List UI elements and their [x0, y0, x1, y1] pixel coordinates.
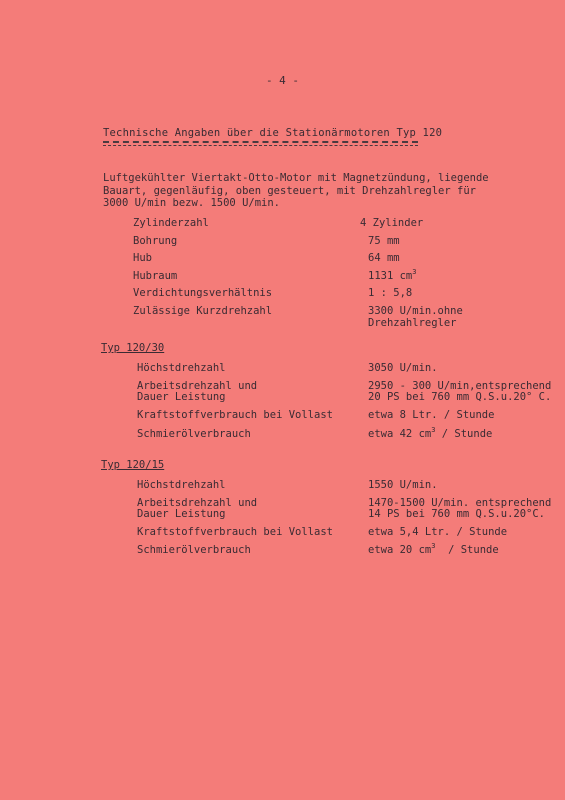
spec-value-bohrung: 75 mm: [368, 235, 400, 247]
spec-value-verdichtung: 1 : 5,8: [368, 287, 413, 299]
intro-line: 3000 U/min bezw. 1500 U/min.: [103, 197, 281, 209]
spec-label-hoechstdrehzahl-15: Höchstdrehzahl: [137, 479, 226, 491]
document-heading: Technische Angaben über die Stationärmotoren Typ 120: [103, 127, 443, 139]
page-number: - 4 -: [265, 74, 300, 87]
spec-value-dauerleistung-15: 14 PS bei 760 mm Q.S.u.20°C.: [368, 508, 546, 520]
spec-value-arbeitsdrehzahl-15: 1470-1500 U/min. entsprechend: [368, 497, 552, 509]
spec-value-schmieroel-15: [368, 542, 499, 557]
schmieroel-value-text: etwa 42 cm: [368, 428, 432, 440]
hubraum-value-superscript: 3: [412, 268, 417, 276]
heading-underline: [103, 141, 418, 143]
hubraum-value-text: 1131 cm: [368, 270, 413, 282]
spec-value-hoechstdrehzahl-15: 1550 U/min.: [368, 479, 438, 491]
spec-label-zylinderzahl: Zylinderzahl: [133, 217, 209, 229]
spec-value-hubraum: [368, 268, 417, 283]
spec-value-kurzdrehzahl-line2: Drehzahlregler: [368, 317, 457, 329]
spec-value-kraftstoff-15: etwa 5,4 Ltr. / Stunde: [368, 526, 508, 538]
spec-value-kraftstoff: etwa 8 Ltr. / Stunde: [368, 409, 495, 421]
section-title-typ-120-30: Typ 120/30: [101, 342, 165, 354]
spec-label-dauerleistung-15: Dauer Leistung: [137, 508, 226, 520]
intro-line: Bauart, gegenläufig, oben gesteuert, mit Drehzahlregler für: [103, 184, 476, 197]
spec-label-schmieroel: Schmierölverbrauch: [137, 428, 251, 440]
spec-value-arbeitsdrehzahl: 2950 - 300 U/min,entsprechend: [368, 380, 552, 392]
spec-label-schmieroel-15: Schmierölverbrauch: [137, 544, 251, 556]
spec-label-kraftstoff-15: Kraftstoffverbrauch bei Vollast: [137, 526, 333, 538]
section-title-typ-120-15: Typ 120/15: [101, 459, 165, 471]
spec-value-dauerleistung: 20 PS bei 760 mm Q.S.u.20° C.: [368, 391, 552, 403]
schmieroel-value-superscript: 3: [431, 426, 436, 434]
spec-label-dauerleistung: Dauer Leistung: [137, 391, 226, 403]
schmieroel-15-value-text: etwa 20 cm: [368, 544, 432, 556]
spec-label-bohrung: Bohrung: [133, 235, 178, 247]
spec-label-hoechstdrehzahl: Höchstdrehzahl: [137, 362, 226, 374]
spec-label-kurzdrehzahl: Zulässige Kurzdrehzahl: [133, 305, 273, 317]
spec-label-arbeitsdrehzahl: Arbeitsdrehzahl und: [137, 380, 258, 392]
spec-label-verdichtung: Verdichtungsverhältnis: [133, 287, 273, 299]
heading-underline-secondary: [103, 145, 418, 146]
schmieroel-value-unit: / Stunde: [435, 428, 493, 440]
spec-value-schmieroel: [368, 426, 493, 441]
schmieroel-15-value-superscript: 3: [431, 542, 436, 550]
spec-label-arbeitsdrehzahl-15: Arbeitsdrehzahl und: [137, 497, 258, 509]
spec-value-zylinderzahl: 4 Zylinder: [360, 217, 424, 229]
spec-value-hoechstdrehzahl: 3050 U/min.: [368, 362, 438, 374]
intro-paragraph: [103, 172, 489, 210]
spec-label-kraftstoff: Kraftstoffverbrauch bei Vollast: [137, 409, 333, 421]
spec-label-hub: Hub: [133, 252, 152, 264]
schmieroel-15-value-unit: / Stunde: [435, 544, 499, 556]
spec-value-hub: 64 mm: [368, 252, 400, 264]
intro-line: Luftgekühlter Viertakt-Otto-Motor mit Magnetzündung, liegende: [103, 172, 489, 184]
spec-label-hubraum: Hubraum: [133, 270, 178, 282]
spec-value-kurzdrehzahl: 3300 U/min.ohne: [368, 305, 463, 317]
